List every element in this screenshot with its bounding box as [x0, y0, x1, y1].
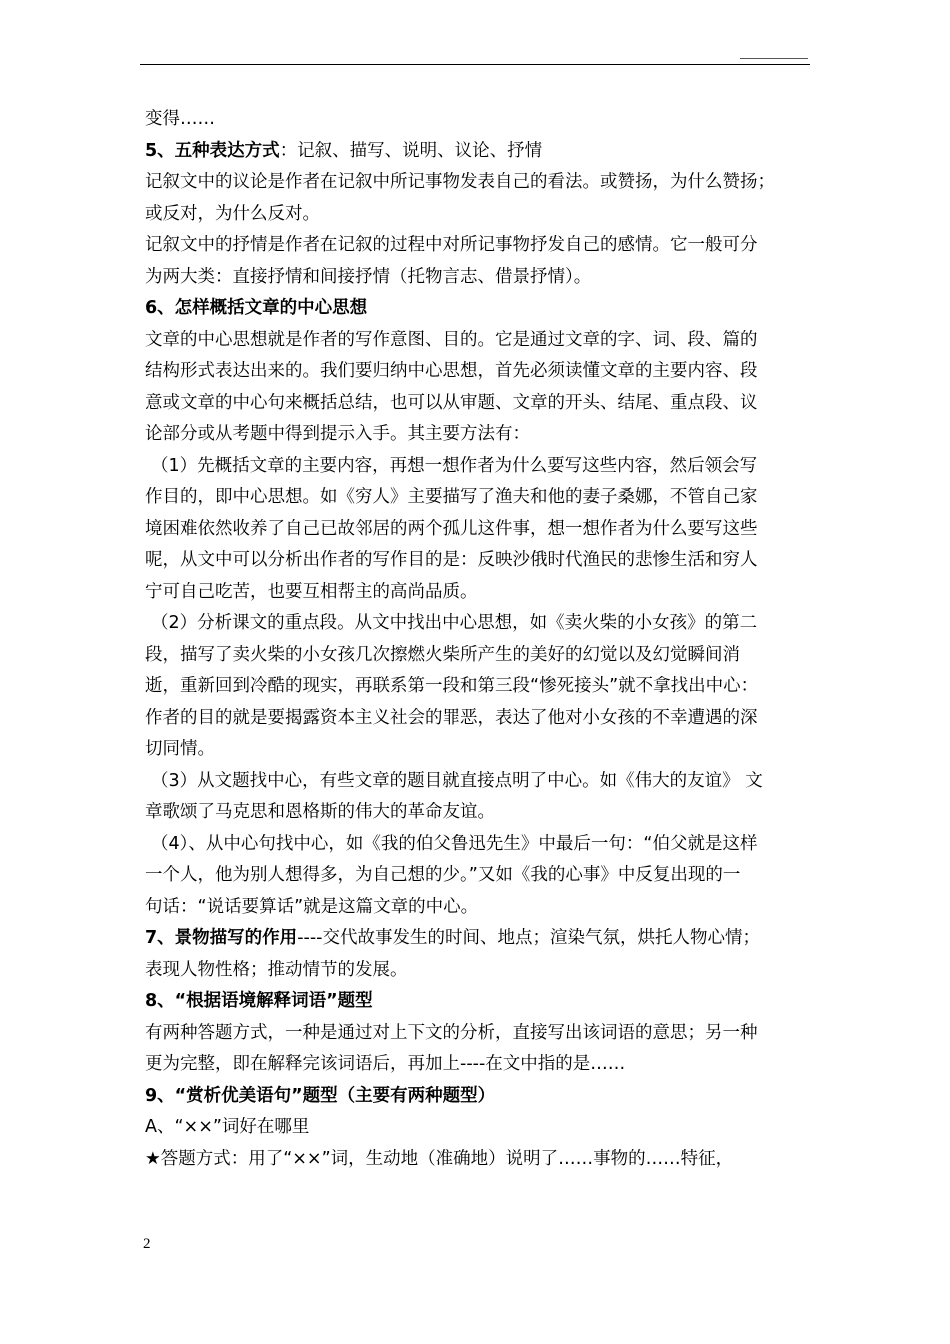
text-line: [145, 419, 815, 451]
line-text: 呢，从文中可以分析出作者的写作目的是：反映沙俄时代渔民的悲惨生活和穷人: [145, 550, 758, 570]
text-line: [145, 482, 815, 514]
line-text: 切同情。: [145, 739, 215, 759]
line-text: 意或文章的中心句来概括总结，也可以从审题、文章的开头、结尾、重点段、议: [145, 392, 758, 413]
line-text: 境困难依然收养了自己已故邻居的两个孤儿这件事，想一想作者为什么要写这些: [145, 518, 758, 539]
line-text: 宁可自己吃苦，也要互相帮主的高尚品质。: [145, 581, 478, 602]
text-line: [145, 892, 815, 924]
text-line: [145, 1018, 815, 1050]
header-rule: [140, 64, 810, 65]
text-line: [145, 514, 815, 546]
text-line: [145, 451, 815, 483]
line-text: 变得……: [145, 109, 215, 129]
line-text: 记叙文中的议论是作者在记叙中所记事物发表自己的看法。或赞扬，为什么赞扬；: [145, 172, 775, 192]
section-heading: 5、五种表达方式: [145, 140, 280, 161]
line-text: 作者的目的就是要揭露资本主义社会的罪恶，表达了他对小女孩的不幸遭遇的深: [145, 707, 758, 728]
text-line: [145, 1081, 815, 1113]
text-line: [145, 577, 815, 609]
text-line: [145, 293, 815, 325]
section-heading: 6、怎样概括文章的中心思想: [145, 298, 368, 318]
text-line: [145, 923, 815, 955]
page-number: 2: [143, 1236, 151, 1252]
line-text: A、“××”词好在哪里: [145, 1117, 310, 1137]
document-body: [145, 104, 815, 1175]
text-line: [145, 703, 815, 735]
text-line: [145, 671, 815, 703]
text-line: [145, 545, 815, 577]
line-text: ★答题方式：用了“××”词，生动地（准确地）说明了……事物的……特征，: [145, 1148, 734, 1169]
line-text: 记叙文中的抒情是作者在记叙的过程中对所记事物抒发自己的感情。它一般可分: [145, 235, 758, 255]
line-text: 或反对，为什么反对。: [145, 203, 320, 224]
line-text: （2）分析课文的重点段。从文中找出中心思想，如《卖火柴的小女孩》的第二: [151, 613, 758, 633]
text-line: [145, 797, 815, 829]
line-text: 作目的，即中心思想。如《穷人》主要描写了渔夫和他的妻子桑娜，不管自己家: [145, 487, 758, 507]
text-line: [145, 1144, 815, 1176]
line-text: ：记叙、描写、说明、议论、抒情: [279, 140, 543, 161]
line-text: 句话：“说话要算话”就是这篇文章的中心。: [145, 896, 479, 917]
line-text: 段，描写了卖火柴的小女孩几次擦燃火柴所产生的美好的幻觉以及幻觉瞬间消: [145, 644, 740, 665]
line-text: 有两种答题方式，一种是通过对上下文的分析，直接写出该词语的意思；另一种: [145, 1022, 758, 1043]
text-line: [145, 734, 815, 766]
line-text: 逝，重新回到冷酷的现实，再联系第一段和第三段“惨死接头”就不拿找出中心：: [145, 676, 759, 696]
line-text: 表现人物性格；推动情节的发展。: [145, 959, 408, 980]
text-line: [145, 199, 815, 231]
text-line: [145, 325, 815, 357]
line-text: 为两大类：直接抒情和间接抒情（托物言志、借景抒情）。: [145, 266, 592, 287]
text-line: [145, 986, 815, 1018]
text-line: [145, 388, 815, 420]
line-text: （4）、从中心句找中心，如《我的伯父鲁迅先生》中最后一句：“伯父就是这样: [151, 833, 758, 854]
text-line: [145, 167, 815, 199]
section-heading: 9、“赏析优美语句”题型（主要有两种题型）: [145, 1085, 496, 1106]
line-text: 结构形式表达出来的。我们要归纳中心思想，首先必须读懂文章的主要内容、段: [145, 361, 758, 381]
line-text: 一个人，他为别人想得多，为自己想的少。”又如《我的心事》中反复出现的一: [145, 865, 741, 885]
text-line: [145, 230, 815, 262]
line-text: 章歌颂了马克思和恩格斯的伟大的革命友谊。: [145, 802, 495, 822]
text-line: [145, 136, 815, 168]
text-line: [145, 1112, 815, 1144]
text-line: [145, 1049, 815, 1081]
text-line: [145, 640, 815, 672]
text-line: [145, 829, 815, 861]
line-text: （1）先概括文章的主要内容，再想一想作者为什么要写这些内容，然后领会写: [151, 455, 758, 476]
line-text: ----交代故事发生的时间、地点；渲染气氛，烘托人物心情；: [297, 928, 760, 948]
header-corner-mark: [740, 58, 808, 59]
text-line: [145, 262, 815, 294]
line-text: （3）从文题找中心，有些文章的题目就直接点明了中心。如《伟大的友谊》 文: [151, 770, 763, 791]
text-line: [145, 608, 815, 640]
section-heading: 7、景物描写的作用: [145, 928, 298, 948]
text-line: [145, 955, 815, 987]
line-text: 论部分或从考题中得到提示入手。其主要方法有：: [145, 424, 530, 444]
text-line: [145, 104, 815, 136]
section-heading: 8、“根据语境解释词语”题型: [145, 991, 373, 1011]
text-line: [145, 766, 815, 798]
text-line: [145, 860, 815, 892]
line-text: 文章的中心思想就是作者的写作意图、目的。它是通过文章的字、词、段、篇的: [145, 329, 758, 350]
text-line: [145, 356, 815, 388]
line-text: 更为完整，即在解释完该词语后，再加上----在文中指的是……: [145, 1054, 626, 1074]
